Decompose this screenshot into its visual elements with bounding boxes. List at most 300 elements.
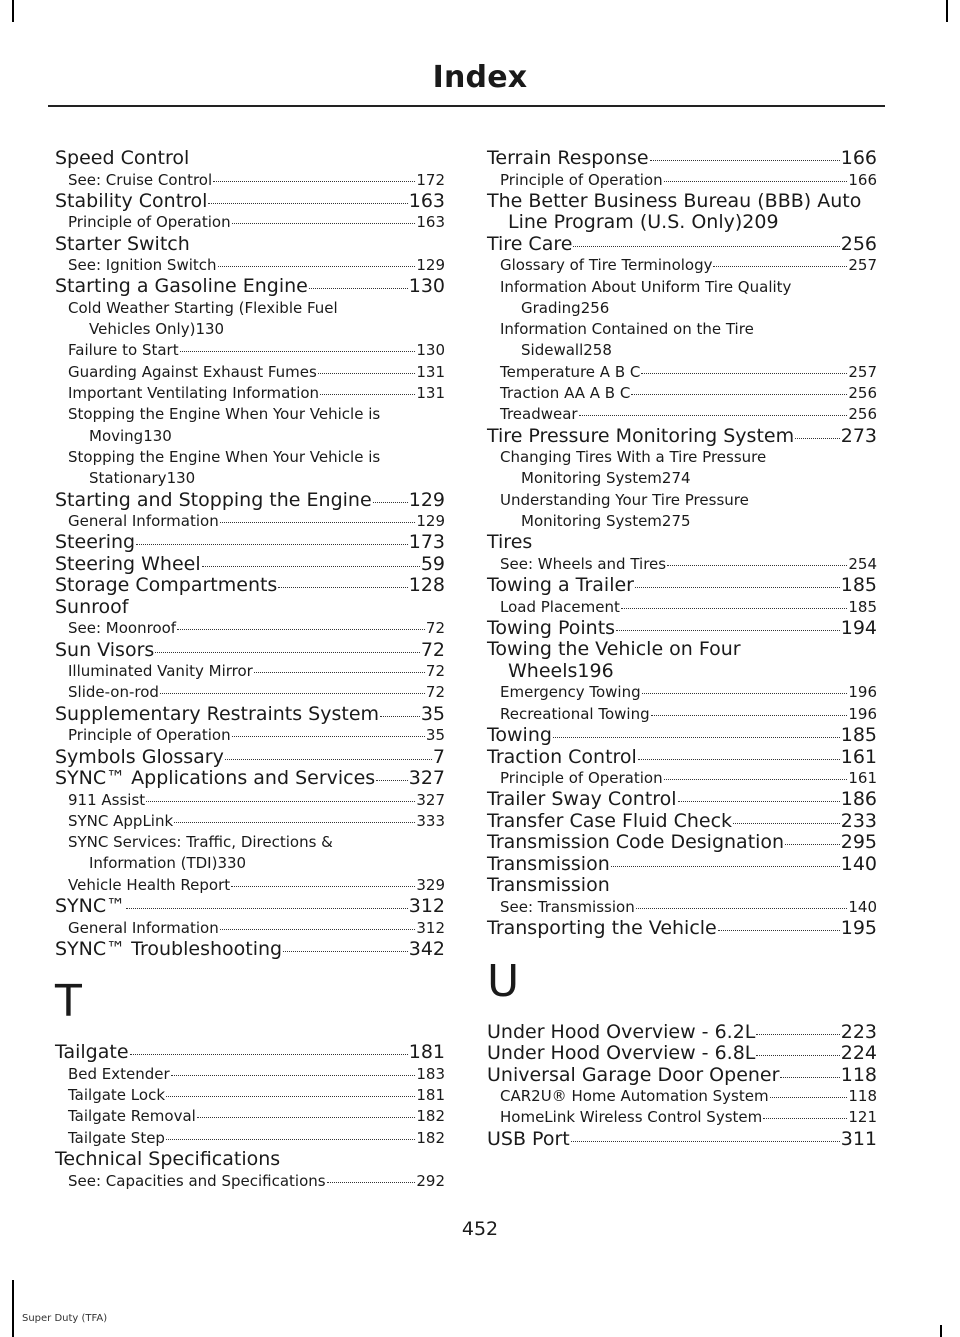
entry-label: See: Wheels and Tires: [500, 554, 667, 573]
index-entry[interactable]: [487, 1022, 877, 1044]
dot-leader: [232, 223, 416, 224]
entry-label: Principle of Operation: [500, 170, 663, 189]
index-entry[interactable]: [55, 747, 445, 769]
page-ref: 181: [408, 1041, 445, 1064]
page-ref: 172: [416, 170, 445, 189]
dot-leader: [611, 866, 840, 867]
entry-label: Transporting the Vehicle: [487, 917, 717, 940]
page-ref: 196: [848, 683, 877, 702]
entry-label: Under Hood Overview - 6.8L: [487, 1042, 756, 1065]
index-subentry[interactable]: [55, 511, 445, 532]
dot-leader: [664, 779, 848, 780]
dot-leader: [309, 288, 408, 289]
index-subentry[interactable]: [55, 255, 445, 276]
entry-label: Tailgate Lock: [68, 1086, 166, 1105]
index-subentry[interactable]: [487, 768, 877, 789]
page-ref: 128: [408, 574, 445, 597]
entry-label-continuation: [500, 298, 877, 319]
entry-label: Slide-on-rod: [68, 683, 159, 702]
entry-label: Traction AA A B C: [500, 384, 631, 403]
entry-label: Supplementary Restraints System: [55, 702, 380, 725]
page-ref: 256: [848, 405, 877, 424]
entry-label: Towing a Trailer: [487, 574, 634, 597]
index-entry[interactable]: [487, 1065, 877, 1087]
dot-leader: [579, 415, 848, 416]
dot-leader: [318, 373, 416, 374]
index-subentry[interactable]: [55, 661, 445, 682]
dot-leader: [733, 823, 840, 824]
index-subentry[interactable]: [55, 1128, 445, 1149]
page-ref: 161: [848, 769, 877, 788]
entry-label-line1: Information About Uniform Tire Quality: [500, 277, 792, 296]
dot-leader: [218, 266, 416, 267]
dot-leader: [180, 351, 416, 352]
dot-leader: [635, 587, 840, 588]
entry-label-line2: Stationary: [89, 469, 167, 488]
entry-label-line1: Stopping the Engine When Your Vehicle is: [68, 447, 381, 466]
index-entry[interactable]: [487, 426, 877, 448]
index-entry[interactable]: [55, 490, 445, 512]
dot-leader: [756, 1034, 839, 1035]
index-subentry[interactable]: [55, 790, 445, 811]
crop-mark-bottom-right: [940, 1325, 942, 1337]
entry-label-continuation: [487, 212, 877, 234]
page-ref: 196: [577, 659, 614, 682]
entry-label: Guarding Against Exhaust Fumes: [68, 362, 317, 381]
page-ref: 275: [661, 512, 691, 531]
page-ref: 233: [840, 809, 877, 832]
index-subentry[interactable]: [487, 554, 877, 575]
entry-label-line2: Monitoring System: [521, 512, 662, 531]
page-ref: 329: [416, 875, 445, 894]
entry-label-line2: Sidewall: [521, 341, 584, 360]
page-ref: 72: [425, 619, 445, 638]
dot-leader: [642, 693, 848, 694]
entry-label: Recreational Towing: [500, 704, 650, 723]
entry-label: Illuminated Vanity Mirror: [68, 662, 253, 681]
dot-leader: [631, 394, 847, 395]
index-entry[interactable]: [55, 575, 445, 597]
dot-leader: [126, 908, 408, 909]
page-ref: 182: [416, 1107, 445, 1126]
index-heading: Transmission: [487, 874, 610, 897]
entry-label: Universal Garage Door Opener: [487, 1063, 780, 1086]
index-subentry[interactable]: [55, 383, 445, 404]
index-subentry[interactable]: [55, 212, 445, 233]
entry-label: See: Cruise Control: [68, 170, 213, 189]
crop-mark-top-left: [12, 0, 14, 22]
entry-label: Glossary of Tire Terminology: [500, 256, 713, 275]
page-ref: 223: [840, 1020, 877, 1043]
index-entry[interactable]: [55, 939, 445, 961]
page-ref: 330: [217, 854, 247, 873]
dot-leader: [651, 715, 848, 716]
page-ref: 130: [416, 341, 445, 360]
dot-leader: [208, 203, 407, 204]
entry-label-line2: Wheels: [508, 659, 578, 682]
page-ref: 258: [583, 341, 612, 360]
index-subentry[interactable]: [487, 277, 877, 320]
index-entry[interactable]: [487, 191, 877, 234]
entry-label: Towing Points: [487, 616, 616, 639]
page-ref: 121: [848, 1108, 877, 1127]
entry-label-line2: Monitoring System: [521, 469, 662, 488]
page-ref: 254: [848, 554, 877, 573]
index-entry[interactable]: [487, 811, 877, 833]
index-entry[interactable]: [487, 725, 877, 747]
entry-label: Sun Visors: [55, 638, 155, 661]
page-ref: 183: [416, 1064, 445, 1083]
index-entry[interactable]: [55, 1042, 445, 1064]
dot-leader: [718, 930, 840, 931]
index-entry[interactable]: [487, 789, 877, 811]
entry-label: CAR2U® Home Automation System: [500, 1087, 769, 1106]
page-ref: 273: [840, 424, 877, 447]
index-entry[interactable]: [487, 575, 877, 597]
page-ref: 256: [840, 232, 877, 255]
page-ref: 166: [848, 170, 877, 189]
dot-leader: [174, 822, 415, 823]
index-entry[interactable]: [487, 1129, 877, 1151]
page-ref: 35: [420, 702, 445, 725]
index-subentry[interactable]: [487, 1086, 877, 1107]
entry-label: 911 Assist: [68, 790, 146, 809]
page-ref: 173: [408, 531, 445, 554]
entry-label-line1: SYNC Services: Traffic, Directions &: [68, 833, 333, 852]
dot-leader: [160, 693, 425, 694]
entry-label: SYNC AppLink: [68, 811, 174, 830]
page-ref: 312: [408, 895, 445, 918]
entry-label-line2: Information (TDI): [89, 854, 218, 873]
entry-label: Tailgate Removal: [68, 1107, 196, 1126]
page-ref: 72: [420, 638, 445, 661]
page-ref: 185: [840, 574, 877, 597]
entry-label-line2: Vehicles Only): [89, 320, 196, 339]
crop-mark-bottom-left: [12, 1280, 14, 1337]
entry-label-line1: Changing Tires With a Tire Pressure: [500, 448, 767, 467]
entry-label: General Information: [68, 512, 219, 531]
index-entry[interactable]: [55, 768, 445, 790]
index-entry[interactable]: [487, 1043, 877, 1065]
entry-label: Transmission Code Designation: [487, 831, 785, 854]
dot-leader: [220, 929, 416, 930]
entry-label: Principle of Operation: [68, 213, 231, 232]
index-column-right: [487, 148, 877, 1150]
entry-label-continuation: [68, 853, 445, 874]
dot-leader: [667, 565, 847, 566]
dot-leader: [155, 652, 420, 653]
entry-label: Treadwear: [500, 405, 578, 424]
index-entry[interactable]: [487, 832, 877, 854]
index-column-left: [55, 148, 445, 1192]
entry-label: Tailgate: [55, 1041, 129, 1064]
dot-leader: [225, 759, 432, 760]
index-heading: Speed Control: [55, 147, 190, 169]
page-ref: 196: [848, 704, 877, 723]
index-subentry[interactable]: [55, 362, 445, 383]
entry-label: Trailer Sway Control: [487, 788, 677, 811]
entry-label-continuation: [68, 468, 445, 489]
entry-label: Tire Pressure Monitoring System: [487, 424, 795, 447]
index-entry[interactable]: [487, 618, 877, 640]
dot-leader: [136, 544, 408, 545]
dot-leader: [621, 608, 847, 609]
entry-label: Emergency Towing: [500, 683, 641, 702]
page-ref: 129: [408, 488, 445, 511]
index-subentry[interactable]: [55, 832, 445, 875]
page-ref: 185: [840, 724, 877, 747]
index-entry[interactable]: [55, 640, 445, 662]
dot-leader: [376, 780, 408, 781]
dot-leader: [763, 1118, 847, 1119]
dot-leader: [664, 181, 848, 182]
page-ref: 140: [840, 852, 877, 875]
page-ref: 129: [416, 512, 445, 531]
dot-leader: [171, 1075, 416, 1076]
dot-leader: [770, 1097, 848, 1098]
index-entry[interactable]: [55, 191, 445, 213]
index-subentry[interactable]: [487, 362, 877, 383]
dot-leader: [166, 1096, 415, 1097]
page-ref: 35: [425, 726, 445, 745]
page-ref: 72: [425, 683, 445, 702]
entry-label-line1: Stopping the Engine When Your Vehicle is: [68, 405, 381, 424]
page-ref: 194: [840, 616, 877, 639]
index-subentry[interactable]: [487, 255, 877, 276]
index-entry[interactable]: [55, 704, 445, 726]
entry-label-line1: Information Contained on the Tire: [500, 320, 754, 339]
index-entry[interactable]: [487, 747, 877, 769]
index-subentry[interactable]: [487, 682, 877, 703]
entry-label-continuation: [68, 319, 445, 340]
entry-label-line2: Moving: [89, 426, 144, 445]
entry-label: Under Hood Overview - 6.2L: [487, 1020, 756, 1043]
entry-label-line1: Understanding Your Tire Pressure: [500, 490, 749, 509]
dot-leader: [146, 801, 415, 802]
page-ref: 131: [416, 384, 445, 403]
entry-label: Transfer Case Fluid Check: [487, 809, 733, 832]
page-ref: 181: [416, 1086, 445, 1105]
entry-label: Stability Control: [55, 189, 208, 212]
entry-label-continuation: [500, 511, 877, 532]
page-ref: 129: [416, 256, 445, 275]
dot-leader: [373, 502, 408, 503]
index-entry[interactable]: [55, 276, 445, 298]
index-subentry[interactable]: [487, 597, 877, 618]
entry-label: Bed Extender: [68, 1064, 170, 1083]
page-ref: 130: [408, 275, 445, 298]
entry-label: Principle of Operation: [500, 769, 663, 788]
index-subentry[interactable]: [487, 1107, 877, 1128]
index-subentry[interactable]: [487, 319, 877, 362]
index-heading: Tires: [487, 531, 533, 554]
entry-label: Terrain Response: [487, 147, 649, 169]
dot-leader: [231, 886, 415, 887]
page-title: Index: [432, 60, 528, 95]
entry-label: Transmission: [487, 852, 610, 875]
index-subentry[interactable]: [55, 340, 445, 361]
index-entry[interactable]: [487, 148, 877, 170]
index-entry[interactable]: [55, 554, 445, 576]
page-ref: 163: [416, 213, 445, 232]
entry-label: Failure to Start: [68, 341, 179, 360]
entry-label: Load Placement: [500, 597, 620, 616]
dot-leader: [785, 844, 840, 845]
index-subentry[interactable]: [487, 897, 877, 918]
dot-leader: [571, 1141, 840, 1142]
entry-label: General Information: [68, 918, 219, 937]
dot-leader: [650, 160, 840, 161]
entry-label: SYNC™ Troubleshooting: [55, 937, 283, 960]
entry-label: Symbols Glossary: [55, 745, 224, 768]
entry-label: Vehicle Health Report: [68, 875, 231, 894]
entry-label: HomeLink Wireless Control System: [500, 1108, 763, 1127]
dot-leader: [320, 394, 415, 395]
index-entry[interactable]: [487, 234, 877, 256]
page-ref: 312: [416, 918, 445, 937]
entry-label-line2: Line Program (U.S. Only): [508, 211, 743, 234]
index-subentry[interactable]: [487, 490, 877, 533]
entry-label: USB Port: [487, 1127, 570, 1150]
page-ref: 59: [420, 552, 445, 575]
index-subentry[interactable]: [55, 918, 445, 939]
section-letter: U: [487, 955, 520, 1007]
dot-leader: [573, 246, 839, 247]
index-subentry[interactable]: [487, 170, 877, 191]
index-subentry[interactable]: [55, 1064, 445, 1085]
entry-label: Starting and Stopping the Engine: [55, 488, 372, 511]
index-heading: Technical Specifications: [55, 1148, 281, 1171]
dot-leader: [278, 587, 407, 588]
entry-label: Traction Control: [487, 745, 637, 768]
page-ref: 311: [840, 1127, 877, 1150]
index-subentry[interactable]: [55, 298, 445, 341]
page-ref: 130: [195, 320, 225, 339]
entry-label: See: Transmission: [500, 897, 635, 916]
dot-leader: [254, 672, 425, 673]
page-ref: 186: [840, 788, 877, 811]
page-ref: 257: [848, 362, 877, 381]
index-subentry[interactable]: [55, 170, 445, 191]
index-subentry[interactable]: [487, 447, 877, 490]
page-ref: 7: [432, 745, 445, 768]
entry-label-line1: Cold Weather Starting (Flexible Fuel: [68, 298, 338, 317]
dot-leader: [380, 716, 420, 717]
page-ref: 185: [848, 597, 877, 616]
dot-leader: [616, 630, 840, 631]
index-entry[interactable]: [487, 639, 877, 682]
index-entry[interactable]: [487, 854, 877, 876]
dot-leader: [756, 1055, 839, 1056]
index-entry[interactable]: [487, 918, 877, 940]
page-ref: 131: [416, 362, 445, 381]
dot-leader: [283, 951, 408, 952]
entry-label: Important Ventilating Information: [68, 384, 320, 403]
page-ref: 163: [408, 189, 445, 212]
entry-label: See: Capacities and Specifications: [68, 1171, 326, 1190]
index-subentry[interactable]: [55, 1171, 445, 1192]
section-letter: T: [55, 976, 82, 1028]
index-subentry[interactable]: [487, 704, 877, 725]
index-subentry[interactable]: [55, 447, 445, 490]
entry-label-line1: The Better Business Bureau (BBB) Auto: [487, 189, 862, 212]
page-ref: 130: [143, 426, 172, 445]
index-heading: Starter Switch: [55, 232, 190, 255]
dot-leader: [713, 266, 847, 267]
dot-leader: [213, 181, 415, 182]
entry-label: Principle of Operation: [68, 726, 231, 745]
index-subentry[interactable]: [55, 811, 445, 832]
page-ref: 118: [848, 1087, 877, 1106]
page-ref: 161: [840, 745, 877, 768]
page-ref: 166: [840, 147, 877, 169]
page-ref: 333: [416, 811, 445, 830]
page-ref: 292: [416, 1171, 445, 1190]
index-entry[interactable]: [55, 896, 445, 918]
entry-label-line1: Towing the Vehicle on Four: [487, 638, 741, 661]
dot-leader: [780, 1077, 839, 1078]
entry-label: SYNC™: [55, 895, 126, 918]
entry-label-continuation: [68, 426, 445, 447]
dot-leader: [327, 1182, 416, 1183]
entry-label: Steering Wheel: [55, 552, 201, 575]
page-ref: 327: [416, 790, 445, 809]
page-ref: 327: [408, 767, 445, 790]
entry-label: Storage Compartments: [55, 574, 278, 597]
index-subentry[interactable]: [487, 404, 877, 425]
index-subentry[interactable]: [487, 383, 877, 404]
entry-label: Steering: [55, 531, 136, 554]
index-entry[interactable]: [55, 532, 445, 554]
page-ref: 209: [742, 211, 779, 234]
index-subentry[interactable]: [55, 682, 445, 703]
dot-leader: [795, 438, 840, 439]
entry-label: Towing: [487, 724, 552, 747]
dot-leader: [553, 737, 840, 738]
page-ref: 130: [166, 469, 196, 488]
entry-label: Tire Care: [487, 232, 573, 255]
page-ref: 72: [425, 662, 445, 681]
entry-label: SYNC™ Applications and Services: [55, 767, 376, 790]
entry-label-continuation: [500, 340, 877, 361]
index-subentry[interactable]: [55, 1106, 445, 1127]
page-ref: 295: [840, 831, 877, 854]
entry-label-continuation: [487, 661, 877, 683]
index-subentry[interactable]: [55, 404, 445, 447]
index-subentry[interactable]: [55, 1085, 445, 1106]
index-subentry[interactable]: [55, 618, 445, 639]
page-ref: 256: [580, 298, 610, 317]
entry-label: Temperature A B C: [500, 362, 641, 381]
dot-leader: [641, 373, 847, 374]
page-ref: 274: [661, 469, 691, 488]
dot-leader: [232, 736, 425, 737]
index-subentry[interactable]: [55, 875, 445, 896]
dot-leader: [202, 566, 420, 567]
dot-leader: [638, 759, 840, 760]
dot-leader: [220, 522, 416, 523]
entry-label: Tailgate Step: [68, 1128, 165, 1147]
entry-label: See: Moonroof: [68, 619, 177, 638]
dot-leader: [177, 629, 425, 630]
page-ref: 140: [848, 897, 877, 916]
entry-label-line2: Grading: [521, 298, 581, 317]
page-ref: 118: [840, 1063, 877, 1086]
index-subentry[interactable]: [55, 725, 445, 746]
entry-label: Starting a Gasoline Engine: [55, 275, 308, 298]
dot-leader: [636, 908, 848, 909]
crop-mark-top-right: [946, 0, 948, 22]
